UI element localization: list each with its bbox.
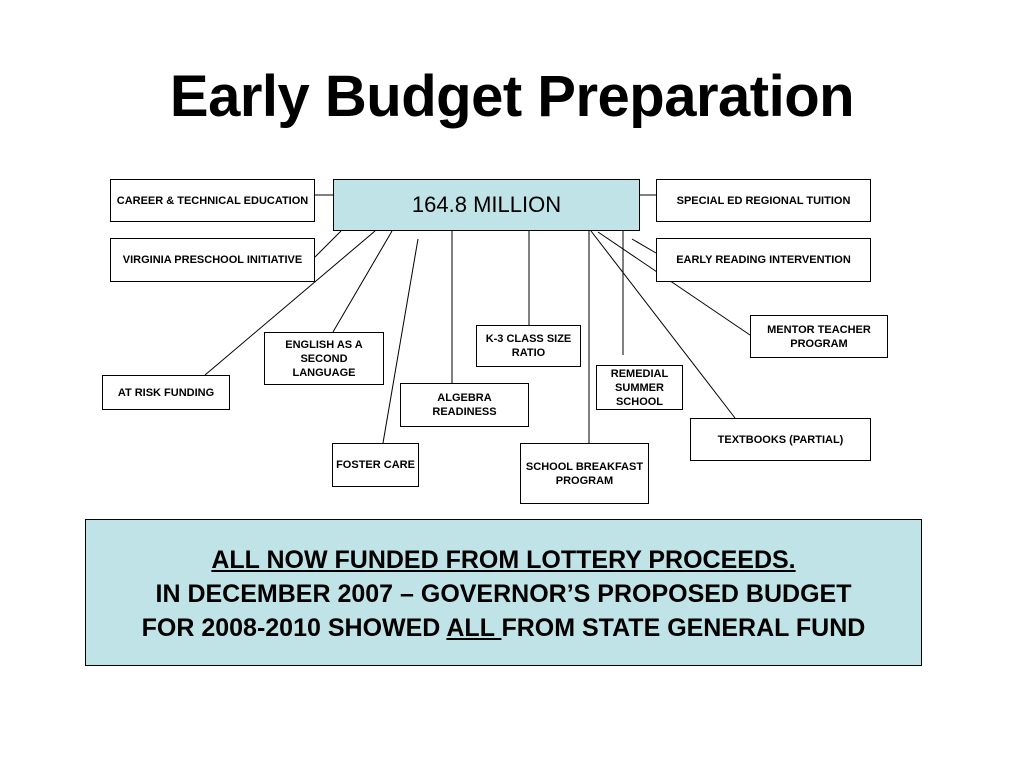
- program-box-foster-care: FOSTER CARE: [332, 443, 419, 487]
- note-line-3: [86, 611, 921, 645]
- slide-title: Early Budget Preparation: [169, 64, 855, 129]
- note-line-3-end: FROM STATE GENERAL FUND: [501, 614, 866, 642]
- program-box-mentor-teacher: MENTOR TEACHER PROGRAM: [750, 315, 888, 358]
- note-emphasis-all: ALL: [446, 614, 502, 642]
- connector-early-reading: [632, 239, 656, 253]
- program-box-virginia-preschool: VIRGINIA PRESCHOOL INITIATIVE: [110, 238, 315, 282]
- connector-virginia-preschool: [315, 231, 341, 257]
- program-box-school-breakfast: SCHOOL BREAKFAST PROGRAM: [520, 443, 649, 504]
- note-line-3-start: FOR 2008-2010 SHOWED: [141, 614, 447, 642]
- program-box-k3-class-size: K-3 CLASS SIZE RATIO: [476, 325, 581, 367]
- program-box-esl: ENGLISH AS A SECOND LANGUAGE: [264, 332, 384, 385]
- program-box-at-risk: AT RISK FUNDING: [102, 375, 230, 410]
- program-box-early-reading: EARLY READING INTERVENTION: [656, 238, 871, 282]
- program-box-career-technical: CAREER & TECHNICAL EDUCATION: [110, 179, 315, 222]
- note-line-1: ALL NOW FUNDED FROM LOTTERY PROCEEDS.: [211, 546, 796, 574]
- program-box-textbooks: TEXTBOOKS (PARTIAL): [690, 418, 871, 461]
- total-funding-box: 164.8 MILLION: [333, 179, 640, 231]
- connector-esl: [333, 231, 392, 332]
- program-box-remedial-summer: REMEDIAL SUMMER SCHOOL: [596, 365, 683, 410]
- program-box-algebra-readiness: ALGEBRA READINESS: [400, 383, 529, 427]
- note-line-2: IN DECEMBER 2007 – GOVERNOR’S PROPOSED BUDGET: [155, 580, 852, 608]
- program-box-special-ed: SPECIAL ED REGIONAL TUITION: [656, 179, 871, 222]
- lottery-funding-note: [85, 519, 922, 666]
